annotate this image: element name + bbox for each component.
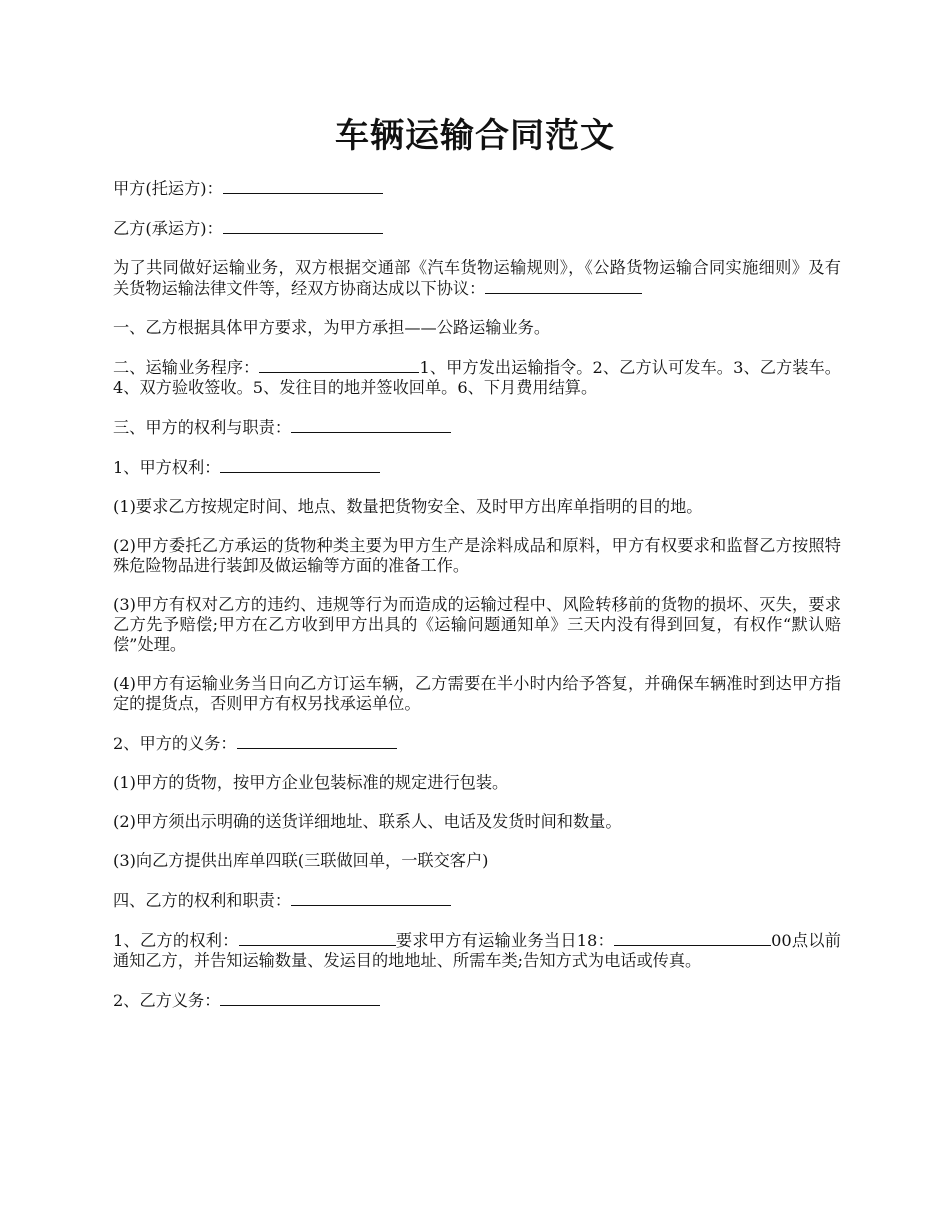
clause-4-label: 四、乙方的权利和职责： <box>113 891 292 910</box>
party-b-blank <box>223 218 383 234</box>
party-a-rights-label: 1、甲方权利： <box>113 458 221 477</box>
party-b-duties-heading <box>113 990 841 1011</box>
party-a-duties-label: 2、甲方的义务： <box>113 734 237 753</box>
party-a-right-2: (2)甲方委托乙方承运的货物种类主要为甲方生产是涂料成品和原料，甲方有权要求和监督乙方按照特殊危险物品进行装卸及做运输等方面的准备工作。 <box>113 536 841 575</box>
party-a-line <box>113 178 841 199</box>
preamble-text: 为了共同做好运输业务，双方根据交通部《汽车货物运输规则》，《公路货物运输合同实施细则》及有关货物运输法律文件等，经双方协商达成以下协议： <box>113 258 841 298</box>
party-a-rights-blank <box>220 457 380 473</box>
clause-4-heading <box>113 890 841 911</box>
clause-2-heading: 二、运输业务程序： <box>113 358 260 377</box>
party-b-rights-text-2: 00点以前通知乙方，并告知运输数量、发运目的地地址、所需车类;告知方式为电话或传真。 <box>113 931 841 970</box>
clause-3-heading <box>113 417 841 438</box>
clause-3-label: 三、甲方的权利与职责： <box>113 418 292 437</box>
party-a-right-3: (3)甲方有权对乙方的违约、违规等行为而造成的运输过程中、风险转移前的货物的损坏、灭失，要求乙方先予赔偿;甲方在乙方收到甲方出具的《运输问题通知单》三天内没有得到回复，有权作“默认赔偿”处理。 <box>113 595 841 654</box>
clause-2 <box>113 357 841 398</box>
clause-3-blank <box>291 417 451 433</box>
party-a-label: 甲方(托运方)： <box>113 179 223 198</box>
party-a-duty-3: (3)向乙方提供出库单四联(三联做回单，一联交客户) <box>113 851 489 870</box>
party-a-right-4: (4)甲方有运输业务当日向乙方订运车辆，乙方需要在半小时内给予答复，并确保车辆准时到达甲方指定的提货点，否则甲方有权另找承运单位。 <box>113 674 841 713</box>
party-b-duties-blank <box>220 990 380 1006</box>
preamble-blank <box>485 278 642 294</box>
party-b-rights-text: 要求甲方有运输业务当日18： <box>395 931 615 950</box>
clause-1: 一、乙方根据具体甲方要求，为甲方承担——公路运输业务。 <box>113 318 551 337</box>
document-title: 车辆运输合同范文 <box>335 116 615 156</box>
party-b-rights-blank-1 <box>239 930 396 946</box>
document-body <box>113 178 841 1030</box>
party-a-duty-1: (1)甲方的货物，按甲方企业包装标准的规定进行包装。 <box>113 773 509 792</box>
party-b-label: 乙方(承运方)： <box>113 219 223 238</box>
party-a-duties-blank <box>237 733 397 749</box>
clause-2-blank <box>259 357 419 373</box>
party-b-line <box>113 218 841 239</box>
party-a-right-1: (1)要求乙方按规定时间、地点、数量把货物安全、及时甲方出库单指明的目的地。 <box>113 497 703 516</box>
party-a-blank <box>223 178 383 194</box>
clause-2-steps: 1、甲方发出运输指令。2、乙方认可发车。3、乙方装车。4、双方验收签收。5、发往目的地并签收回单。6、下月费用结算。 <box>113 358 841 397</box>
party-a-duties-heading <box>113 733 841 754</box>
party-a-rights-heading <box>113 457 841 478</box>
party-b-rights-label: 1、乙方的权利： <box>113 931 239 950</box>
party-b-duties-label: 2、乙方义务： <box>113 991 221 1010</box>
clause-4-blank <box>291 890 451 906</box>
party-b-rights-paragraph <box>113 930 841 971</box>
party-b-rights-blank-2 <box>614 930 771 946</box>
preamble-paragraph <box>113 258 841 299</box>
party-a-duty-2: (2)甲方须出示明确的送货详细地址、联系人、电话及发货时间和数量。 <box>113 812 622 831</box>
